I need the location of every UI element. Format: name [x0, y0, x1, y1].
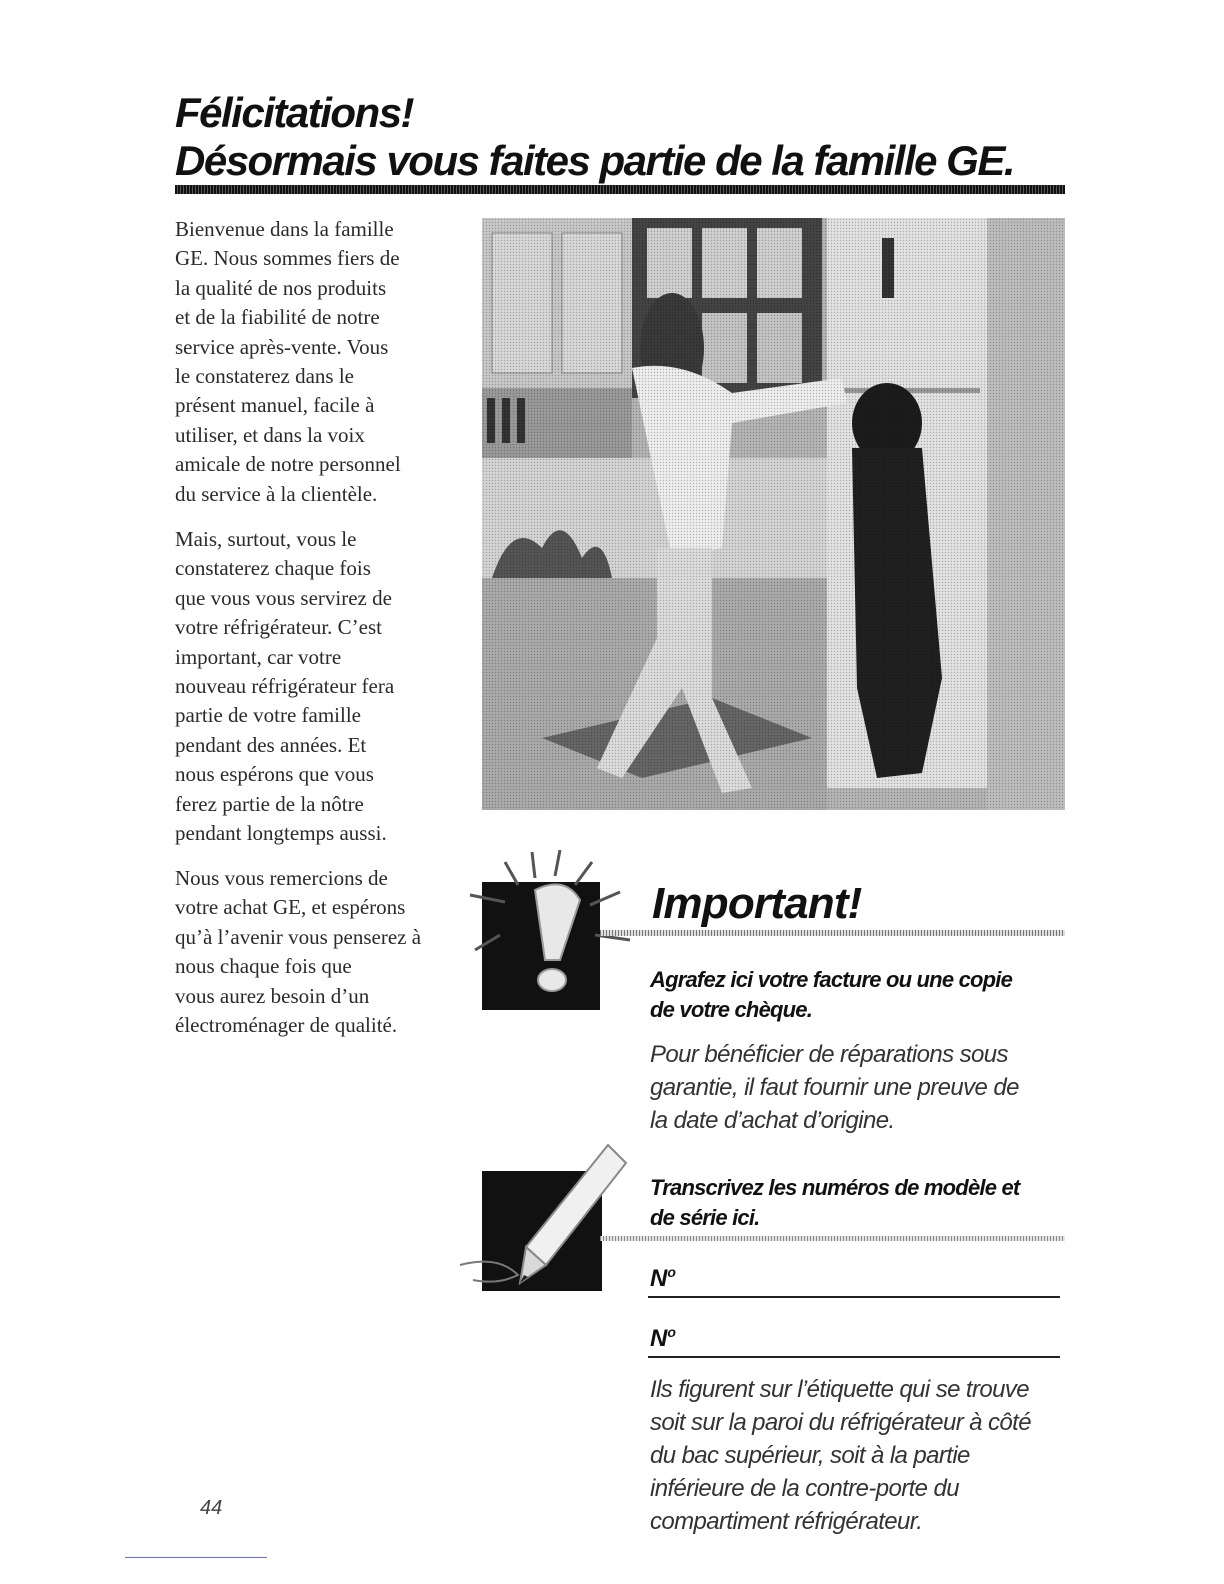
record-heading-line-1: Transcrivez les numéros de modèle et [650, 1175, 1020, 1200]
model-number-field[interactable] [648, 1296, 1060, 1298]
staple-heading-line-1: Agrafez ici votre facture ou une copie [650, 967, 1013, 992]
important-rule [600, 930, 1065, 936]
record-heading-line-2: de série ici. [650, 1205, 760, 1230]
intro-paragraph-1: Bienvenue dans la famille GE. Nous sommes fiers de la qualité de nos produits et de la fiabilité de notre service après-vente. Vous le constaterez dans le présent manuel, facile à utiliser, et dans la voix amicale de notre personnel du service à la clientèle. [175, 217, 401, 506]
important-heading: Important! [652, 879, 862, 928]
record-rule [600, 1236, 1065, 1241]
page-number: 44 [200, 1497, 223, 1519]
pencil-icon [458, 1135, 633, 1295]
staple-receipt-heading [650, 965, 1012, 1025]
warranty-proof-text: Pour bénéficier de réparations sous garantie, il faut fournir une preuve de la date d’achat d’origine. [650, 1041, 1019, 1134]
intro-paragraph-3: Nous vous remercions de votre achat GE, et espérons qu’à l’avenir vous penserez à nous chaque fois que vous aurez besoin d’un électroménager de qualité. [175, 866, 422, 1038]
intro-paragraph-2: Mais, surtout, vous le constaterez chaque fois que vous vous servirez de votre réfrigérateur. C’est important, car votre nouveau réfrigérateur fera partie de votre famille pendant des années. Et nous espérons que vous ferez partie de la nôtre pendant longtemps aussi. [175, 527, 395, 846]
staple-heading-line-2: de votre chèque. [650, 997, 813, 1022]
serial-number-label: $N^o$ [650, 1324, 676, 1352]
record-numbers-heading [650, 1173, 1019, 1233]
exclamation-warning-icon [460, 840, 635, 1015]
label-location-note: Ils figurent sur l’étiquette qui se trouve soit sur la paroi du réfrigérateur à côté du bac supérieur, soit à la partie inférieure de la contre-porte du compartiment réfrigérateur. [650, 1376, 1031, 1535]
model-number-label: $N^o$ [650, 1264, 676, 1292]
kitchen-family-photo [482, 218, 1065, 810]
title-rule [175, 185, 1065, 194]
page-title-line-2: Désormais vous faites partie de la famille GE. [175, 137, 1015, 184]
footer-line [125, 1557, 267, 1558]
page-title-line-1: Félicitations! [175, 89, 414, 136]
serial-number-field[interactable] [648, 1356, 1060, 1358]
